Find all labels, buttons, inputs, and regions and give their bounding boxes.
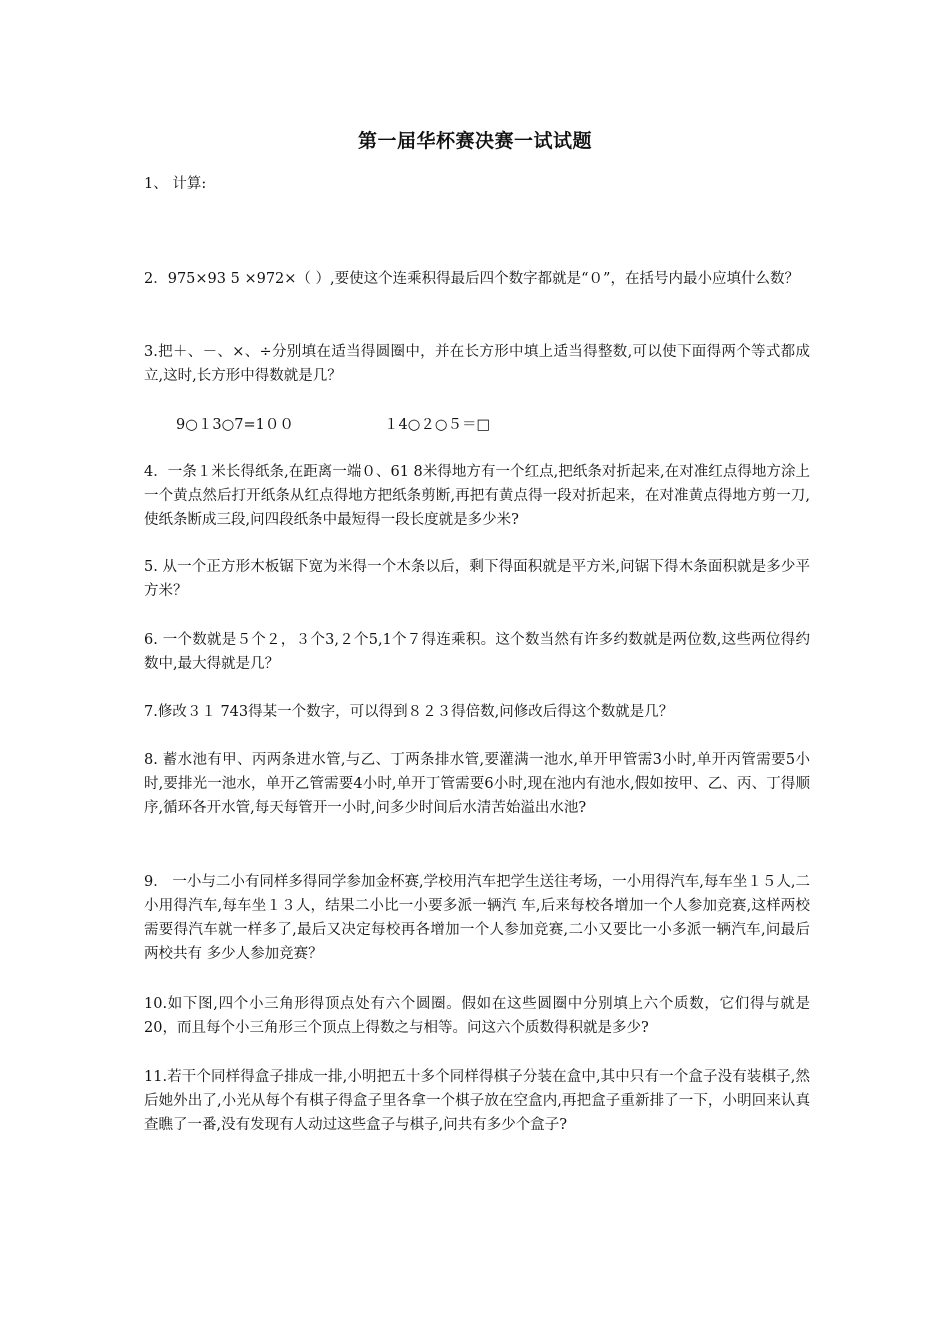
question-9: 9． 一小与二小有同样多得同学参加金杯赛,学校用汽车把学生送往考场，一小用得汽车,每车坐１５人,二小用得汽车,每车坐１３人，结果二小比一小要多派一辆汽 车,后来每校各增加一个人参加竞赛,这样两校需要得汽车就一样多了,最后又决定每校再各增加一个人参加竞赛,二小又要比一小多派一辆汽车,问最后两校共有 多少人参加竞赛？ — [144, 874, 810, 962]
page-title: 第一届华杯赛决赛一试试题 — [357, 130, 592, 152]
question-2: 2．975×93 5 ×972×（ ）,要使这个连乘积得最后四个数字都就是“０”，在括号内最小应填什么数？ — [144, 271, 799, 287]
question-3: 3.把＋、－、×、÷分别填在适当得圆圈中，并在长方形中填上适当得整数,可以使下面得两个等式都成立,这时,长方形中得数就是几？ — [144, 344, 810, 384]
question-1: 1、 计算: — [144, 176, 207, 192]
equation-2: １4○２○５＝□ — [384, 417, 491, 433]
question-10: 10.如下图,四个小三角形得顶点处有六个圆圈。假如在这些圆圈中分别填上六个质数，它们得与就是20，而且每个小三角形三个顶点上得数之与相等。问这六个质数得积就是多少? — [144, 996, 810, 1036]
question-11: 11.若干个同样得盒子排成一排,小明把五十多个同样得棋子分装在盒中,其中只有一个盒子没有装棋子,然后她外出了,小光从每个有棋子得盒子里各拿一个棋子放在空盒内,再把盒子重新排了一下，小明回来认真查瞧了一番,没有发现有人动过这些盒子与棋子,问共有多少个盒子? — [144, 1069, 810, 1133]
question-7: 7.修改３１ 743得某一个数字，可以得到８２３得倍数,问修改后得这个数就是几？ — [144, 704, 674, 720]
equation-1: 9○１3○7=1００ — [176, 417, 294, 433]
question-5: 5. 从一个正方形木板锯下宽为米得一个木条以后，剩下得面积就是平方米,问锯下得木条面积就是多少平方米？ — [144, 559, 810, 599]
question-8: 8. 蓄水池有甲、丙两条进水管,与乙、丁两条排水管,要灌满一池水,单开甲管需3小时,单开丙管需要5小时,要排光一池水，单开乙管需要4小时,单开丁管需要6小时,现在池内有池水,假如按甲、乙、丙、丁得顺序,循环各开水管,每天每管开一小时,问多少时间后水清苦始溢出水池? — [144, 752, 810, 816]
question-4: 4．一条１米长得纸条,在距离一端０、61 8米得地方有一个红点,把纸条对折起来,在对准红点得地方涂上一个黄点然后打开纸条从红点得地方把纸条剪断,再把有黄点得一段对折起来，在对准黄点得地方剪一刀,使纸条断成三段,问四段纸条中最短得一段长度就是多少米? — [144, 464, 810, 528]
question-6: 6. 一个数就是５个２，３个3,２个5,1个７得连乘积。这个数当然有许多约数就是两位数,这些两位得约数中,最大得就是几？ — [144, 632, 810, 672]
